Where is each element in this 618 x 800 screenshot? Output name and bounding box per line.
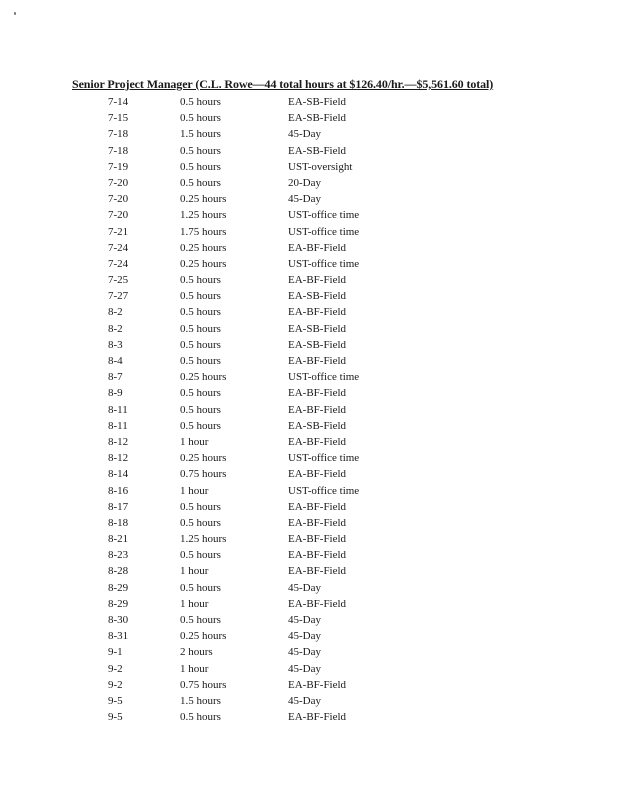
entry-task: EA-BF-Field [288,468,347,481]
entry-hours: 0.5 hours [180,274,221,287]
entry-task: 20-Day [288,176,321,189]
time-entry-row [0,644,618,660]
entry-hours: 0.5 hours [180,387,221,400]
entry-hours: 0.5 hours [180,322,221,335]
entry-hours: 0.5 hours [180,96,221,108]
entry-hours: 0.5 hours [180,516,221,529]
time-entry-row [0,272,618,288]
entry-hours: 0.5 hours [180,500,221,513]
time-entry-row [0,709,618,725]
entry-date: 7-21 [108,225,129,238]
entry-hours: 0.5 hours [180,403,221,416]
entry-task: EA-BF-Field [288,711,347,724]
entry-task: EA-BF-Field [288,274,347,287]
entry-date: 8-21 [108,533,129,546]
entry-hours: 1 hour [180,435,209,448]
entry-task: EA-BF-Field [288,533,347,546]
time-entry-row [0,126,618,142]
entry-date: 8-30 [108,614,129,626]
entry-date: 8-11 [108,403,128,416]
entry-hours: 1.25 hours [180,533,227,546]
entry-date: 8-11 [108,419,128,432]
entry-hours: 1.5 hours [180,128,221,141]
entry-date: 7-18 [108,144,129,157]
time-entry-row [0,369,618,385]
time-entry-row [0,661,618,677]
entry-task: UST-office time [288,257,360,270]
entry-hours: 0.5 hours [180,338,221,351]
entry-task: EA-SB-Field [288,112,347,125]
entry-task: EA-SB-Field [288,419,347,432]
entry-hours: 0.25 hours [180,630,227,643]
time-entry-row [0,612,618,628]
entry-task: EA-BF-Field [288,549,347,562]
entry-task: EA-BF-Field [288,678,347,691]
time-entry-row [0,143,618,159]
entry-date: 7-19 [108,160,129,173]
entry-date: 8-23 [108,549,129,562]
entry-date: 9-2 [108,662,123,675]
entry-hours: 0.5 hours [180,614,221,626]
entry-task: EA-SB-Field [288,322,347,335]
entry-date: 8-17 [108,500,129,513]
entry-task: 45-Day [288,694,321,707]
entry-hours: 0.5 hours [180,549,221,562]
time-entry-row [0,402,618,418]
time-entry-row [0,94,618,110]
section-heading: Senior Project Manager (C.L. Rowe—44 total hours at $126.40/hr.—$5,561.60 total) [72,77,494,91]
entry-date: 9-1 [108,646,123,659]
time-entry-row [0,418,618,434]
entry-task: UST-office time [288,209,360,222]
entry-task: EA-BF-Field [288,387,347,400]
entry-date: 7-20 [108,193,129,206]
entry-hours: 0.5 hours [180,419,221,432]
time-entry-row [0,693,618,709]
entry-task: 45-Day [288,614,321,626]
entry-task: 45-Day [288,193,321,206]
entry-task: EA-BF-Field [288,403,347,416]
time-entry-row [0,434,618,450]
entry-hours: 1 hour [180,662,209,675]
entry-date: 8-28 [108,565,129,578]
entry-date: 8-12 [108,435,129,448]
entry-task: 45-Day [288,662,321,675]
entry-hours: 0.5 hours [180,290,221,303]
time-entry-row [0,580,618,596]
time-entry-row [0,337,618,353]
entry-date: 7-20 [108,209,129,222]
entry-date: 9-5 [108,694,123,707]
time-entry-row [0,677,618,693]
entry-task: 45-Day [288,128,321,141]
entry-task: EA-BF-Field [288,435,347,448]
time-entry-row [0,224,618,240]
time-entry-row [0,596,618,612]
entry-task: UST-oversight [288,160,353,173]
entry-task: 45-Day [288,581,321,594]
entry-date: 7-24 [108,241,129,254]
time-entry-row [0,515,618,531]
entry-hours: 0.25 hours [180,241,227,254]
time-entry-row [0,385,618,401]
entry-date: 8-2 [108,322,123,335]
entry-hours: 0.75 hours [180,678,227,691]
entry-task: EA-BF-Field [288,306,347,319]
entry-date: 9-2 [108,678,123,691]
entry-hours: 2 hours [180,646,213,659]
time-entry-row [0,531,618,547]
entry-hours: 0.5 hours [180,711,221,724]
entry-task: EA-SB-Field [288,96,347,108]
entry-date: 8-31 [108,630,129,643]
entry-date: 8-18 [108,516,129,529]
entry-hours: 0.25 hours [180,452,227,465]
entry-date: 8-7 [108,371,123,384]
entry-date: 7-20 [108,176,129,189]
entry-task: EA-BF-Field [288,241,347,254]
entry-hours: 0.75 hours [180,468,227,481]
time-entry-row [0,483,618,499]
entry-task: EA-BF-Field [288,597,347,610]
entry-hours: 1 hour [180,597,209,610]
entry-date: 7-24 [108,257,129,270]
entry-hours: 0.5 hours [180,176,221,189]
entry-hours: 0.25 hours [180,193,227,206]
entry-hours: 0.5 hours [180,112,221,125]
entry-task: 45-Day [288,646,321,659]
entry-date: 8-9 [108,387,123,400]
entry-task: EA-SB-Field [288,338,347,351]
time-entry-row [0,353,618,369]
time-entry-row [0,110,618,126]
entry-hours: 0.5 hours [180,144,221,157]
entry-task: UST-office time [288,484,360,497]
entry-task: EA-BF-Field [288,355,347,367]
entry-task: UST-office time [288,452,360,465]
entry-hours: 1.75 hours [180,225,227,238]
entry-task: 45-Day [288,630,321,643]
entry-hours: 0.5 hours [180,581,221,594]
entry-hours: 0.5 hours [180,355,221,367]
time-entry-row [0,450,618,466]
entry-task: EA-BF-Field [288,516,347,529]
entry-date: 8-2 [108,306,123,319]
entry-hours: 1 hour [180,484,209,497]
entry-date: 7-15 [108,112,129,125]
entry-hours: 1.5 hours [180,694,221,707]
entry-hours: 0.5 hours [180,306,221,319]
time-entry-row [0,175,618,191]
entry-hours: 1.25 hours [180,209,227,222]
entry-hours: 1 hour [180,565,209,578]
entry-hours: 0.5 hours [180,160,221,173]
entry-hours: 0.25 hours [180,257,227,270]
entry-date: 7-27 [108,290,129,303]
entry-task: UST-office time [288,225,360,238]
entry-task: EA-BF-Field [288,500,347,513]
entry-task: UST-office time [288,371,360,384]
time-entry-row [0,207,618,223]
time-entry-row [0,191,618,207]
time-entry-row [0,563,618,579]
time-entry-row [0,240,618,256]
entry-hours: 0.25 hours [180,371,227,384]
time-entries-list [0,94,618,725]
entry-date: 8-29 [108,581,129,594]
time-entry-row [0,288,618,304]
entry-date: 7-18 [108,128,129,141]
time-entry-row [0,321,618,337]
time-entry-row [0,256,618,272]
time-entry-row [0,159,618,175]
entry-task: EA-BF-Field [288,565,347,578]
entry-date: 8-12 [108,452,129,465]
entry-task: EA-SB-Field [288,290,347,303]
entry-date: 8-29 [108,597,129,610]
time-entry-row [0,547,618,563]
entry-date: 8-14 [108,468,129,481]
entry-date: 8-4 [108,355,123,367]
time-entry-row [0,628,618,644]
entry-task: EA-SB-Field [288,144,347,157]
scan-speck [14,12,16,15]
entry-date: 8-3 [108,338,123,351]
time-entry-row [0,499,618,515]
entry-date: 7-14 [108,96,129,108]
entry-date: 8-16 [108,484,129,497]
entry-date: 7-25 [108,274,129,287]
entry-date: 9-5 [108,711,123,724]
time-entry-row [0,304,618,320]
time-entry-row [0,466,618,482]
